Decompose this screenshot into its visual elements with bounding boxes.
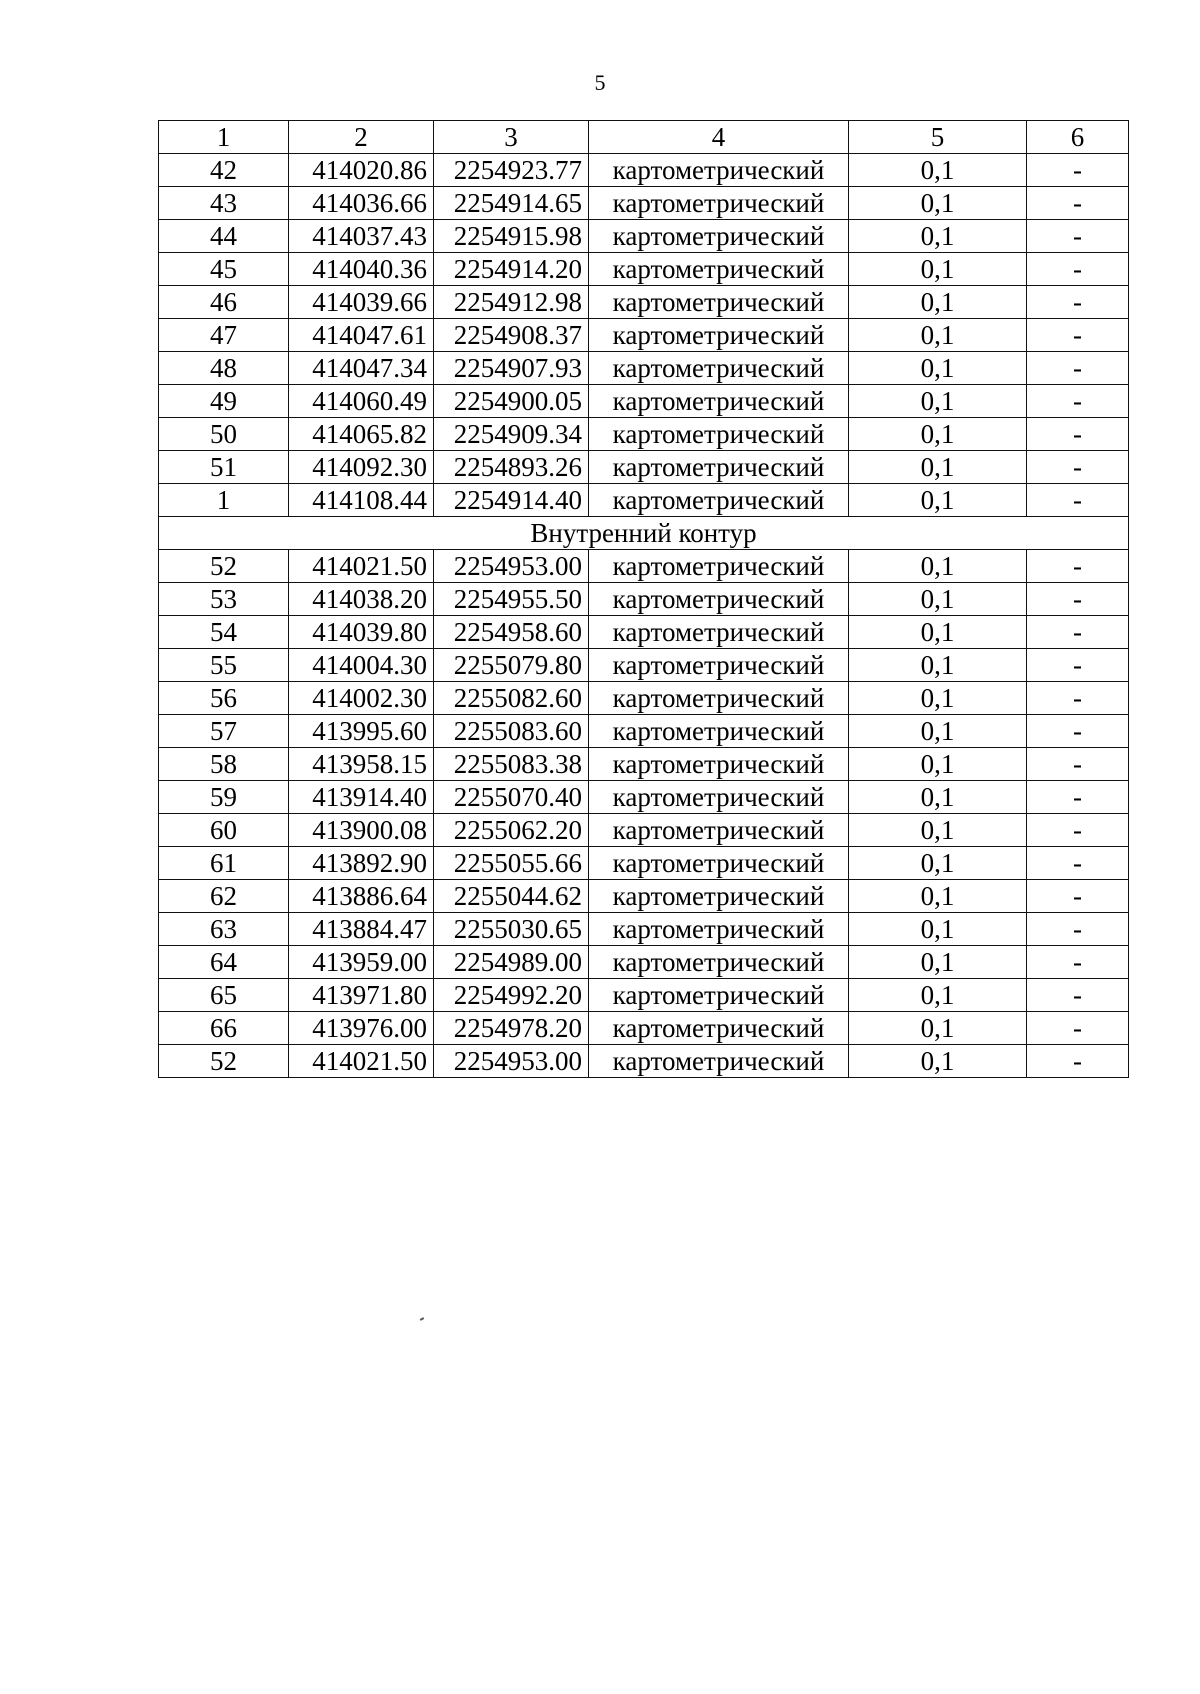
description-cell: - xyxy=(1027,352,1129,385)
table-header-row xyxy=(159,121,1129,154)
x-coordinate-cell: 414092.30 xyxy=(289,451,434,484)
x-coordinate-cell: 414039.80 xyxy=(289,616,434,649)
description-cell: - xyxy=(1027,253,1129,286)
table-row xyxy=(159,319,1129,352)
accuracy-cell: 0,1 xyxy=(849,1012,1027,1045)
point-number-cell: 42 xyxy=(159,154,289,187)
table-row xyxy=(159,550,1129,583)
point-number-cell: 63 xyxy=(159,913,289,946)
header-cell: 6 xyxy=(1027,121,1129,154)
x-coordinate-cell: 414037.43 xyxy=(289,220,434,253)
method-cell: картометрический xyxy=(589,583,849,616)
table-row xyxy=(159,913,1129,946)
y-coordinate-cell: 2255083.38 xyxy=(434,748,589,781)
description-cell: - xyxy=(1027,286,1129,319)
accuracy-cell: 0,1 xyxy=(849,847,1027,880)
description-cell: - xyxy=(1027,1012,1129,1045)
table-row xyxy=(159,418,1129,451)
accuracy-cell: 0,1 xyxy=(849,946,1027,979)
description-cell: - xyxy=(1027,847,1129,880)
header-cell: 3 xyxy=(434,121,589,154)
accuracy-cell: 0,1 xyxy=(849,1045,1027,1078)
method-cell: картометрический xyxy=(589,979,849,1012)
point-number-cell: 49 xyxy=(159,385,289,418)
method-cell: картометрический xyxy=(589,913,849,946)
point-number-cell: 44 xyxy=(159,220,289,253)
point-number-cell: 65 xyxy=(159,979,289,1012)
header-cell: 2 xyxy=(289,121,434,154)
x-coordinate-cell: 414038.20 xyxy=(289,583,434,616)
description-cell: - xyxy=(1027,616,1129,649)
table-row xyxy=(159,781,1129,814)
y-coordinate-cell: 2254914.40 xyxy=(434,484,589,517)
x-coordinate-cell: 414036.66 xyxy=(289,187,434,220)
accuracy-cell: 0,1 xyxy=(849,550,1027,583)
y-coordinate-cell: 2255055.66 xyxy=(434,847,589,880)
method-cell: картометрический xyxy=(589,616,849,649)
accuracy-cell: 0,1 xyxy=(849,418,1027,451)
page-number: 5 xyxy=(594,70,606,95)
method-cell: картометрический xyxy=(589,715,849,748)
accuracy-cell: 0,1 xyxy=(849,715,1027,748)
y-coordinate-cell: 2254989.00 xyxy=(434,946,589,979)
method-cell: картометрический xyxy=(589,847,849,880)
section-title: Внутренний контур xyxy=(159,517,1129,550)
table-row xyxy=(159,385,1129,418)
y-coordinate-cell: 2254915.98 xyxy=(434,220,589,253)
accuracy-cell: 0,1 xyxy=(849,385,1027,418)
method-cell: картометрический xyxy=(589,1012,849,1045)
table-body xyxy=(159,121,1129,1078)
x-coordinate-cell: 413884.47 xyxy=(289,913,434,946)
method-cell: картометрический xyxy=(589,649,849,682)
y-coordinate-cell: 2254923.77 xyxy=(434,154,589,187)
x-coordinate-cell: 414002.30 xyxy=(289,682,434,715)
table-row xyxy=(159,583,1129,616)
method-cell: картометрический xyxy=(589,385,849,418)
accuracy-cell: 0,1 xyxy=(849,451,1027,484)
y-coordinate-cell: 2255082.60 xyxy=(434,682,589,715)
x-coordinate-cell: 413971.80 xyxy=(289,979,434,1012)
point-number-cell: 45 xyxy=(159,253,289,286)
x-coordinate-cell: 414021.50 xyxy=(289,550,434,583)
table-row xyxy=(159,1045,1129,1078)
table-row xyxy=(159,682,1129,715)
table-row xyxy=(159,616,1129,649)
accuracy-cell: 0,1 xyxy=(849,154,1027,187)
scan-artifact xyxy=(420,1317,424,1321)
table-row xyxy=(159,649,1129,682)
point-number-cell: 46 xyxy=(159,286,289,319)
x-coordinate-cell: 413886.64 xyxy=(289,880,434,913)
accuracy-cell: 0,1 xyxy=(849,616,1027,649)
y-coordinate-cell: 2255030.65 xyxy=(434,913,589,946)
method-cell: картометрический xyxy=(589,154,849,187)
y-coordinate-cell: 2254992.20 xyxy=(434,979,589,1012)
accuracy-cell: 0,1 xyxy=(849,286,1027,319)
point-number-cell: 52 xyxy=(159,550,289,583)
method-cell: картометрический xyxy=(589,484,849,517)
point-number-cell: 61 xyxy=(159,847,289,880)
x-coordinate-cell: 414047.34 xyxy=(289,352,434,385)
table-row xyxy=(159,253,1129,286)
method-cell: картометрический xyxy=(589,748,849,781)
method-cell: картометрический xyxy=(589,781,849,814)
x-coordinate-cell: 413995.60 xyxy=(289,715,434,748)
x-coordinate-cell: 413958.15 xyxy=(289,748,434,781)
y-coordinate-cell: 2254955.50 xyxy=(434,583,589,616)
description-cell: - xyxy=(1027,583,1129,616)
x-coordinate-cell: 414020.86 xyxy=(289,154,434,187)
point-number-cell: 47 xyxy=(159,319,289,352)
header-cell: 4 xyxy=(589,121,849,154)
table-row xyxy=(159,880,1129,913)
point-number-cell: 60 xyxy=(159,814,289,847)
accuracy-cell: 0,1 xyxy=(849,220,1027,253)
y-coordinate-cell: 2254893.26 xyxy=(434,451,589,484)
description-cell: - xyxy=(1027,814,1129,847)
y-coordinate-cell: 2254953.00 xyxy=(434,550,589,583)
x-coordinate-cell: 414040.36 xyxy=(289,253,434,286)
accuracy-cell: 0,1 xyxy=(849,484,1027,517)
table-row xyxy=(159,847,1129,880)
accuracy-cell: 0,1 xyxy=(849,649,1027,682)
description-cell: - xyxy=(1027,715,1129,748)
method-cell: картометрический xyxy=(589,220,849,253)
x-coordinate-cell: 413976.00 xyxy=(289,1012,434,1045)
description-cell: - xyxy=(1027,1045,1129,1078)
point-number-cell: 62 xyxy=(159,880,289,913)
accuracy-cell: 0,1 xyxy=(849,913,1027,946)
point-number-cell: 43 xyxy=(159,187,289,220)
table-row xyxy=(159,946,1129,979)
description-cell: - xyxy=(1027,484,1129,517)
description-cell: - xyxy=(1027,979,1129,1012)
description-cell: - xyxy=(1027,946,1129,979)
accuracy-cell: 0,1 xyxy=(849,682,1027,715)
table-row xyxy=(159,484,1129,517)
method-cell: картометрический xyxy=(589,682,849,715)
x-coordinate-cell: 414065.82 xyxy=(289,418,434,451)
table-row xyxy=(159,979,1129,1012)
method-cell: картометрический xyxy=(589,814,849,847)
point-number-cell: 53 xyxy=(159,583,289,616)
table-row xyxy=(159,154,1129,187)
x-coordinate-cell: 414039.66 xyxy=(289,286,434,319)
y-coordinate-cell: 2254908.37 xyxy=(434,319,589,352)
method-cell: картометрический xyxy=(589,946,849,979)
y-coordinate-cell: 2254914.65 xyxy=(434,187,589,220)
method-cell: картометрический xyxy=(589,451,849,484)
y-coordinate-cell: 2254912.98 xyxy=(434,286,589,319)
accuracy-cell: 0,1 xyxy=(849,352,1027,385)
method-cell: картометрический xyxy=(589,319,849,352)
method-cell: картометрический xyxy=(589,550,849,583)
y-coordinate-cell: 2254953.00 xyxy=(434,1045,589,1078)
description-cell: - xyxy=(1027,418,1129,451)
method-cell: картометрический xyxy=(589,1045,849,1078)
method-cell: картометрический xyxy=(589,352,849,385)
accuracy-cell: 0,1 xyxy=(849,880,1027,913)
table-row xyxy=(159,748,1129,781)
x-coordinate-cell: 413892.90 xyxy=(289,847,434,880)
y-coordinate-cell: 2254909.34 xyxy=(434,418,589,451)
accuracy-cell: 0,1 xyxy=(849,748,1027,781)
point-number-cell: 48 xyxy=(159,352,289,385)
accuracy-cell: 0,1 xyxy=(849,583,1027,616)
description-cell: - xyxy=(1027,913,1129,946)
accuracy-cell: 0,1 xyxy=(849,253,1027,286)
coordinates-table xyxy=(158,120,1129,1078)
description-cell: - xyxy=(1027,550,1129,583)
description-cell: - xyxy=(1027,319,1129,352)
table-row xyxy=(159,715,1129,748)
x-coordinate-cell: 414108.44 xyxy=(289,484,434,517)
point-number-cell: 66 xyxy=(159,1012,289,1045)
section-header-row xyxy=(159,517,1129,550)
table-row xyxy=(159,352,1129,385)
method-cell: картометрический xyxy=(589,286,849,319)
point-number-cell: 50 xyxy=(159,418,289,451)
y-coordinate-cell: 2255083.60 xyxy=(434,715,589,748)
table-row xyxy=(159,814,1129,847)
method-cell: картометрический xyxy=(589,880,849,913)
table-row xyxy=(159,187,1129,220)
point-number-cell: 52 xyxy=(159,1045,289,1078)
point-number-cell: 54 xyxy=(159,616,289,649)
description-cell: - xyxy=(1027,682,1129,715)
accuracy-cell: 0,1 xyxy=(849,814,1027,847)
y-coordinate-cell: 2254958.60 xyxy=(434,616,589,649)
x-coordinate-cell: 413914.40 xyxy=(289,781,434,814)
description-cell: - xyxy=(1027,451,1129,484)
description-cell: - xyxy=(1027,649,1129,682)
x-coordinate-cell: 413900.08 xyxy=(289,814,434,847)
point-number-cell: 51 xyxy=(159,451,289,484)
x-coordinate-cell: 413959.00 xyxy=(289,946,434,979)
y-coordinate-cell: 2255070.40 xyxy=(434,781,589,814)
x-coordinate-cell: 414004.30 xyxy=(289,649,434,682)
accuracy-cell: 0,1 xyxy=(849,187,1027,220)
y-coordinate-cell: 2255044.62 xyxy=(434,880,589,913)
description-cell: - xyxy=(1027,880,1129,913)
point-number-cell: 1 xyxy=(159,484,289,517)
point-number-cell: 64 xyxy=(159,946,289,979)
table-row xyxy=(159,1012,1129,1045)
description-cell: - xyxy=(1027,187,1129,220)
x-coordinate-cell: 414060.49 xyxy=(289,385,434,418)
description-cell: - xyxy=(1027,154,1129,187)
y-coordinate-cell: 2254907.93 xyxy=(434,352,589,385)
point-number-cell: 58 xyxy=(159,748,289,781)
description-cell: - xyxy=(1027,220,1129,253)
description-cell: - xyxy=(1027,385,1129,418)
point-number-cell: 56 xyxy=(159,682,289,715)
x-coordinate-cell: 414021.50 xyxy=(289,1045,434,1078)
method-cell: картометрический xyxy=(589,187,849,220)
point-number-cell: 57 xyxy=(159,715,289,748)
description-cell: - xyxy=(1027,781,1129,814)
y-coordinate-cell: 2254914.20 xyxy=(434,253,589,286)
y-coordinate-cell: 2254900.05 xyxy=(434,385,589,418)
header-cell: 5 xyxy=(849,121,1027,154)
point-number-cell: 55 xyxy=(159,649,289,682)
y-coordinate-cell: 2255079.80 xyxy=(434,649,589,682)
point-number-cell: 59 xyxy=(159,781,289,814)
header-cell: 1 xyxy=(159,121,289,154)
accuracy-cell: 0,1 xyxy=(849,979,1027,1012)
table-row xyxy=(159,286,1129,319)
accuracy-cell: 0,1 xyxy=(849,319,1027,352)
method-cell: картометрический xyxy=(589,418,849,451)
method-cell: картометрический xyxy=(589,253,849,286)
description-cell: - xyxy=(1027,748,1129,781)
y-coordinate-cell: 2255062.20 xyxy=(434,814,589,847)
accuracy-cell: 0,1 xyxy=(849,781,1027,814)
table-row xyxy=(159,220,1129,253)
table-row xyxy=(159,451,1129,484)
x-coordinate-cell: 414047.61 xyxy=(289,319,434,352)
y-coordinate-cell: 2254978.20 xyxy=(434,1012,589,1045)
